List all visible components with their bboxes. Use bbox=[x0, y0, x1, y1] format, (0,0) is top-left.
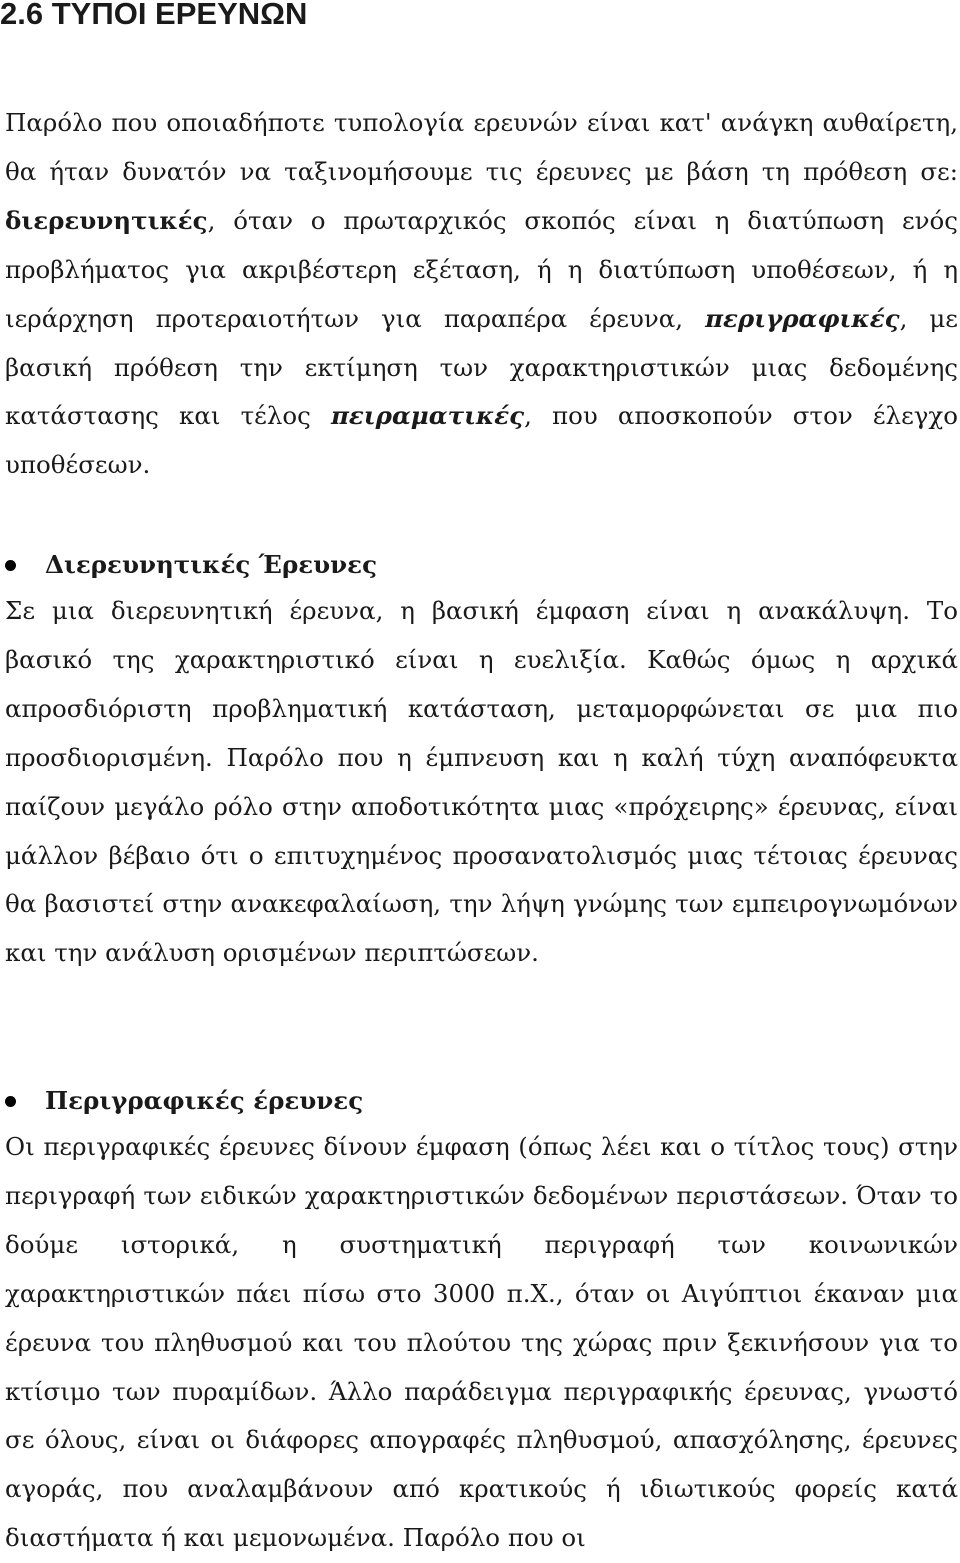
bullet-icon bbox=[5, 560, 16, 571]
exploratory-paragraph: Σε μια διερευνητική έρευνα, η βασική έμφαση είναι η ανακάλυψη. Το βασικό της χαρακτηριστικό είναι η ευελιξία. Καθώς όμως η αρχικά απροσδιόριστη προβληματική κατάσταση, μεταμορφώνεται σε μια πιο προσδιορισμένη. Παρόλο που η έμπνευση και η καλή τύχη αναπόφευκτα παίζουν μεγάλο ρόλο στην αποδοτικότητα μιας «πρόχειρης» έρευνας, είναι μάλλον βέβαιο ότι ο επιτυχημένος προσανατολισμός μιας τέτοιας έρευνας θα βασιστεί στην ανακεφαλαίωση, την λήψη γνώμης των εμπειρογνωμόνων και την ανάλυση ορισμένων περιπτώσεων. bbox=[5, 596, 958, 968]
term-exploratory: διερευνητικές bbox=[5, 205, 208, 235]
exploratory-heading-row bbox=[5, 545, 955, 585]
intro-text-3: , με βασική πρόθεση την εκτίμηση των χαρακτηριστικών μιας δεδομένης κατάστασης και τέλος bbox=[5, 303, 958, 431]
descriptive-heading-row bbox=[5, 1081, 955, 1121]
section-title: 2.6 ΤΥΠΟΙ ΕΡΕΥΝΩΝ bbox=[0, 0, 308, 31]
bullet-icon bbox=[5, 1096, 16, 1107]
intro-text-4: , που αποσκοπούν στον έλεγχο υποθέσεων. bbox=[5, 401, 958, 480]
descriptive-heading: Περιγραφικές έρευνες bbox=[45, 1086, 364, 1115]
intro-text-1: Παρόλο που οποιαδήποτε τυπολογία ερευνών είναι κατ' ανάγκη αυθαίρετη, θα ήταν δυνατόν να ταξινομήσουμε τις έρευνες με βάση τη πρόθεση σε: bbox=[5, 108, 958, 186]
descriptive-paragraph: Οι περιγραφικές έρευνες δίνουν έμφαση (όπως λέει και ο τίτλος τους) στην περιγραφή των ειδικών χαρακτηριστικών δεδομένων περιστάσεων. Όταν το δούμε ιστορικά, η συστηματική περιγραφή των κοινωνικών χαρακτηριστικών πάει πίσω στο 3000 π.Χ., όταν οι Αιγύπτιοι έκαναν μια έρευνα του πληθυσμού και του πλούτου της χώρας πριν ξεκινήσουν για το κτίσιμο των πυραμίδων. Άλλο παράδειγμα περιγραφικής έρευνας, γνωστό σε όλους, είναι οι διάφορες απογραφές πληθυσμού, απασχόλησης, έρευνες αγοράς, που αναλαμβάνουν από κρατικούς ή ιδιωτικούς φορείς κατά διαστήματα ή και μεμονωμένα. Παρόλο που οι bbox=[5, 1132, 958, 1553]
intro-text-2: , όταν ο πρωταρχικός σκοπός είναι η διατύπωση ενός προβλήματος για ακριβέστερη εξέταση, ή η διατύπωση υποθέσεων, ή η ιεράρχηση προτεραιοτήτων για παραπέρα έρευνα, bbox=[5, 205, 958, 333]
intro-paragraph bbox=[5, 99, 958, 490]
term-descriptive: περιγραφικές bbox=[705, 303, 900, 333]
term-experimental: πειραματικές bbox=[330, 401, 525, 431]
exploratory-heading: Διερευνητικές Έρευνες bbox=[45, 550, 377, 579]
